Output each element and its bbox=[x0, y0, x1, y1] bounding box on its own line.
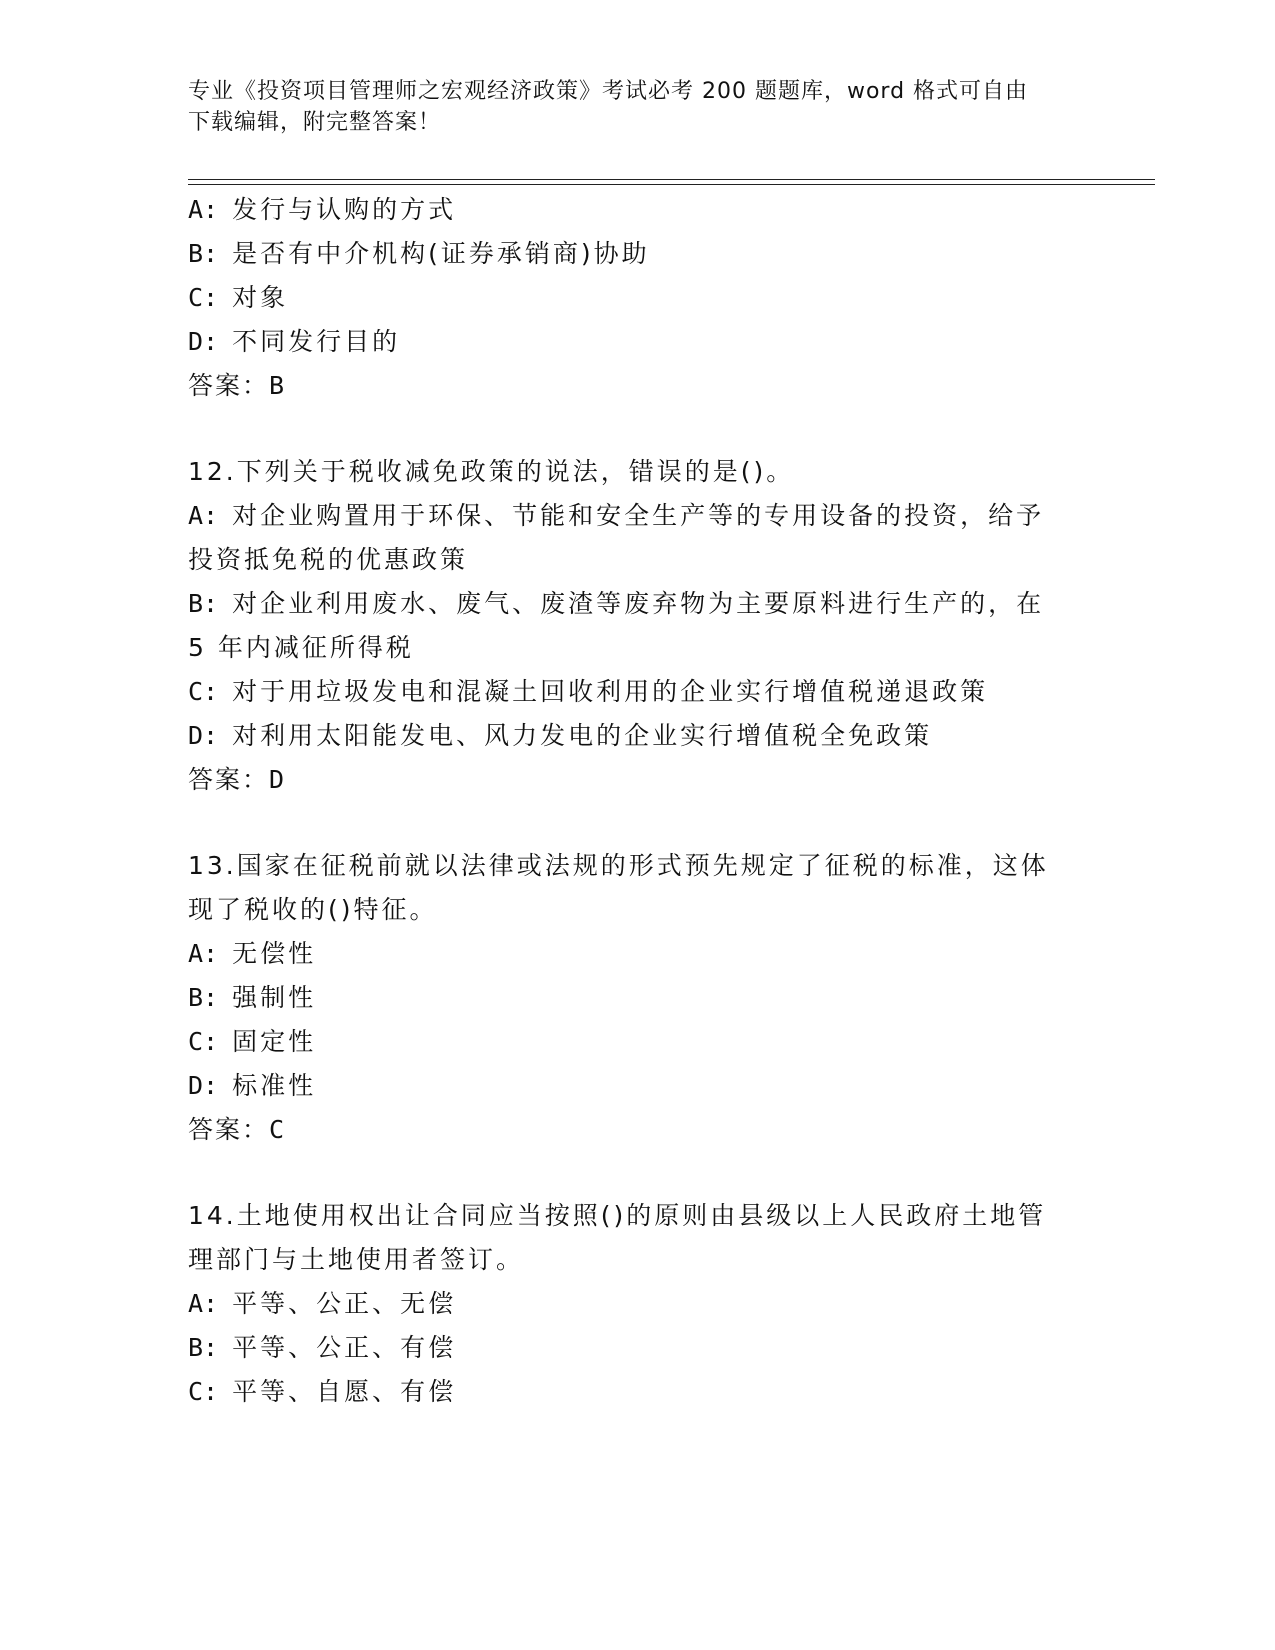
option-label: D: bbox=[188, 327, 219, 356]
q12-option-b bbox=[188, 588, 1044, 620]
q12-option-a bbox=[188, 500, 1044, 532]
header-line-1: 专业《投资项目管理师之宏观经济政策》考试必考 200 题题库，word 格式可自由 bbox=[188, 79, 1029, 104]
option-label: A: bbox=[188, 939, 219, 968]
option-label: A: bbox=[188, 1289, 219, 1318]
option-label: B: bbox=[188, 983, 219, 1012]
document-header bbox=[188, 76, 1068, 138]
option-label: C: bbox=[188, 283, 219, 312]
option-label: A: bbox=[188, 195, 219, 224]
option-text: 平等、公正、无偿 bbox=[232, 1289, 457, 1318]
option-text: 平等、自愿、有偿 bbox=[232, 1377, 457, 1406]
option-text: 对于用垃圾发电和混凝土回收利用的企业实行增值税递退政策 bbox=[232, 677, 989, 706]
q12-option-c bbox=[188, 676, 988, 708]
option-label: B: bbox=[188, 1333, 219, 1362]
option-text: 发行与认购的方式 bbox=[232, 195, 457, 224]
header-divider-bottom bbox=[188, 184, 1155, 185]
answer-value: B bbox=[269, 371, 287, 400]
option-label: D: bbox=[188, 721, 219, 750]
option-label: C: bbox=[188, 677, 219, 706]
option-label: B: bbox=[188, 239, 219, 268]
q13-answer bbox=[188, 1114, 286, 1146]
answer-value: C bbox=[269, 1115, 287, 1144]
q14-stem-continued: 理部门与土地使用者签订。 bbox=[188, 1245, 525, 1274]
q13-option-d bbox=[188, 1070, 316, 1102]
option-text: 对企业利用废水、废气、废渣等废弃物为主要原料进行生产的，在 bbox=[232, 589, 1045, 618]
option-label: A: bbox=[188, 501, 219, 530]
option-text: 无偿性 bbox=[232, 939, 317, 968]
q14-option-b bbox=[188, 1332, 456, 1364]
option-text: 对企业购置用于环保、节能和安全生产等的专用设备的投资，给予 bbox=[232, 501, 1045, 530]
answer-label: 答案： bbox=[188, 765, 270, 794]
answer-label: 答案： bbox=[188, 371, 270, 400]
option-label: C: bbox=[188, 1027, 219, 1056]
option-text: 对利用太阳能发电、风力发电的企业实行增值税全免政策 bbox=[232, 721, 933, 750]
q11-option-a bbox=[188, 194, 456, 226]
option-text: 是否有中介机构(证券承销商)协助 bbox=[232, 239, 650, 268]
q13-option-b bbox=[188, 982, 316, 1014]
option-label: C: bbox=[188, 1377, 219, 1406]
option-text: 固定性 bbox=[232, 1027, 317, 1056]
q12-stem: 12.下列关于税收减免政策的说法，错误的是()。 bbox=[188, 457, 795, 486]
q12-option-d bbox=[188, 720, 932, 752]
q11-option-d bbox=[188, 326, 400, 358]
q13-option-a bbox=[188, 938, 316, 970]
option-label: D: bbox=[188, 1071, 219, 1100]
q12-option-a-continued: 投资抵免税的优惠政策 bbox=[188, 545, 469, 574]
q13-stem: 13.国家在征税前就以法律或法规的形式预先规定了征税的标准，这体 bbox=[188, 851, 1049, 880]
header-divider-top bbox=[188, 179, 1155, 180]
option-label: B: bbox=[188, 589, 219, 618]
q11-option-c bbox=[188, 282, 288, 314]
option-text: 不同发行目的 bbox=[232, 327, 401, 356]
q11-option-b bbox=[188, 238, 650, 270]
option-text: 平等、公正、有偿 bbox=[232, 1333, 457, 1362]
q12-option-b-continued: 5 年内减征所得税 bbox=[188, 633, 414, 662]
q14-option-a bbox=[188, 1288, 456, 1320]
q13-stem-continued: 现了税收的()特征。 bbox=[188, 895, 438, 924]
option-text: 对象 bbox=[232, 283, 289, 312]
option-text: 标准性 bbox=[232, 1071, 317, 1100]
q14-stem: 14.土地使用权出让合同应当按照()的原则由县级以上人民政府土地管 bbox=[188, 1201, 1047, 1230]
header-line-2: 下载编辑，附完整答案！ bbox=[188, 110, 442, 135]
answer-label: 答案： bbox=[188, 1115, 270, 1144]
option-text: 强制性 bbox=[232, 983, 317, 1012]
q11-answer bbox=[188, 370, 286, 402]
answer-value: D bbox=[269, 765, 287, 794]
q12-answer bbox=[188, 764, 286, 796]
q14-option-c bbox=[188, 1376, 456, 1408]
q13-option-c bbox=[188, 1026, 316, 1058]
